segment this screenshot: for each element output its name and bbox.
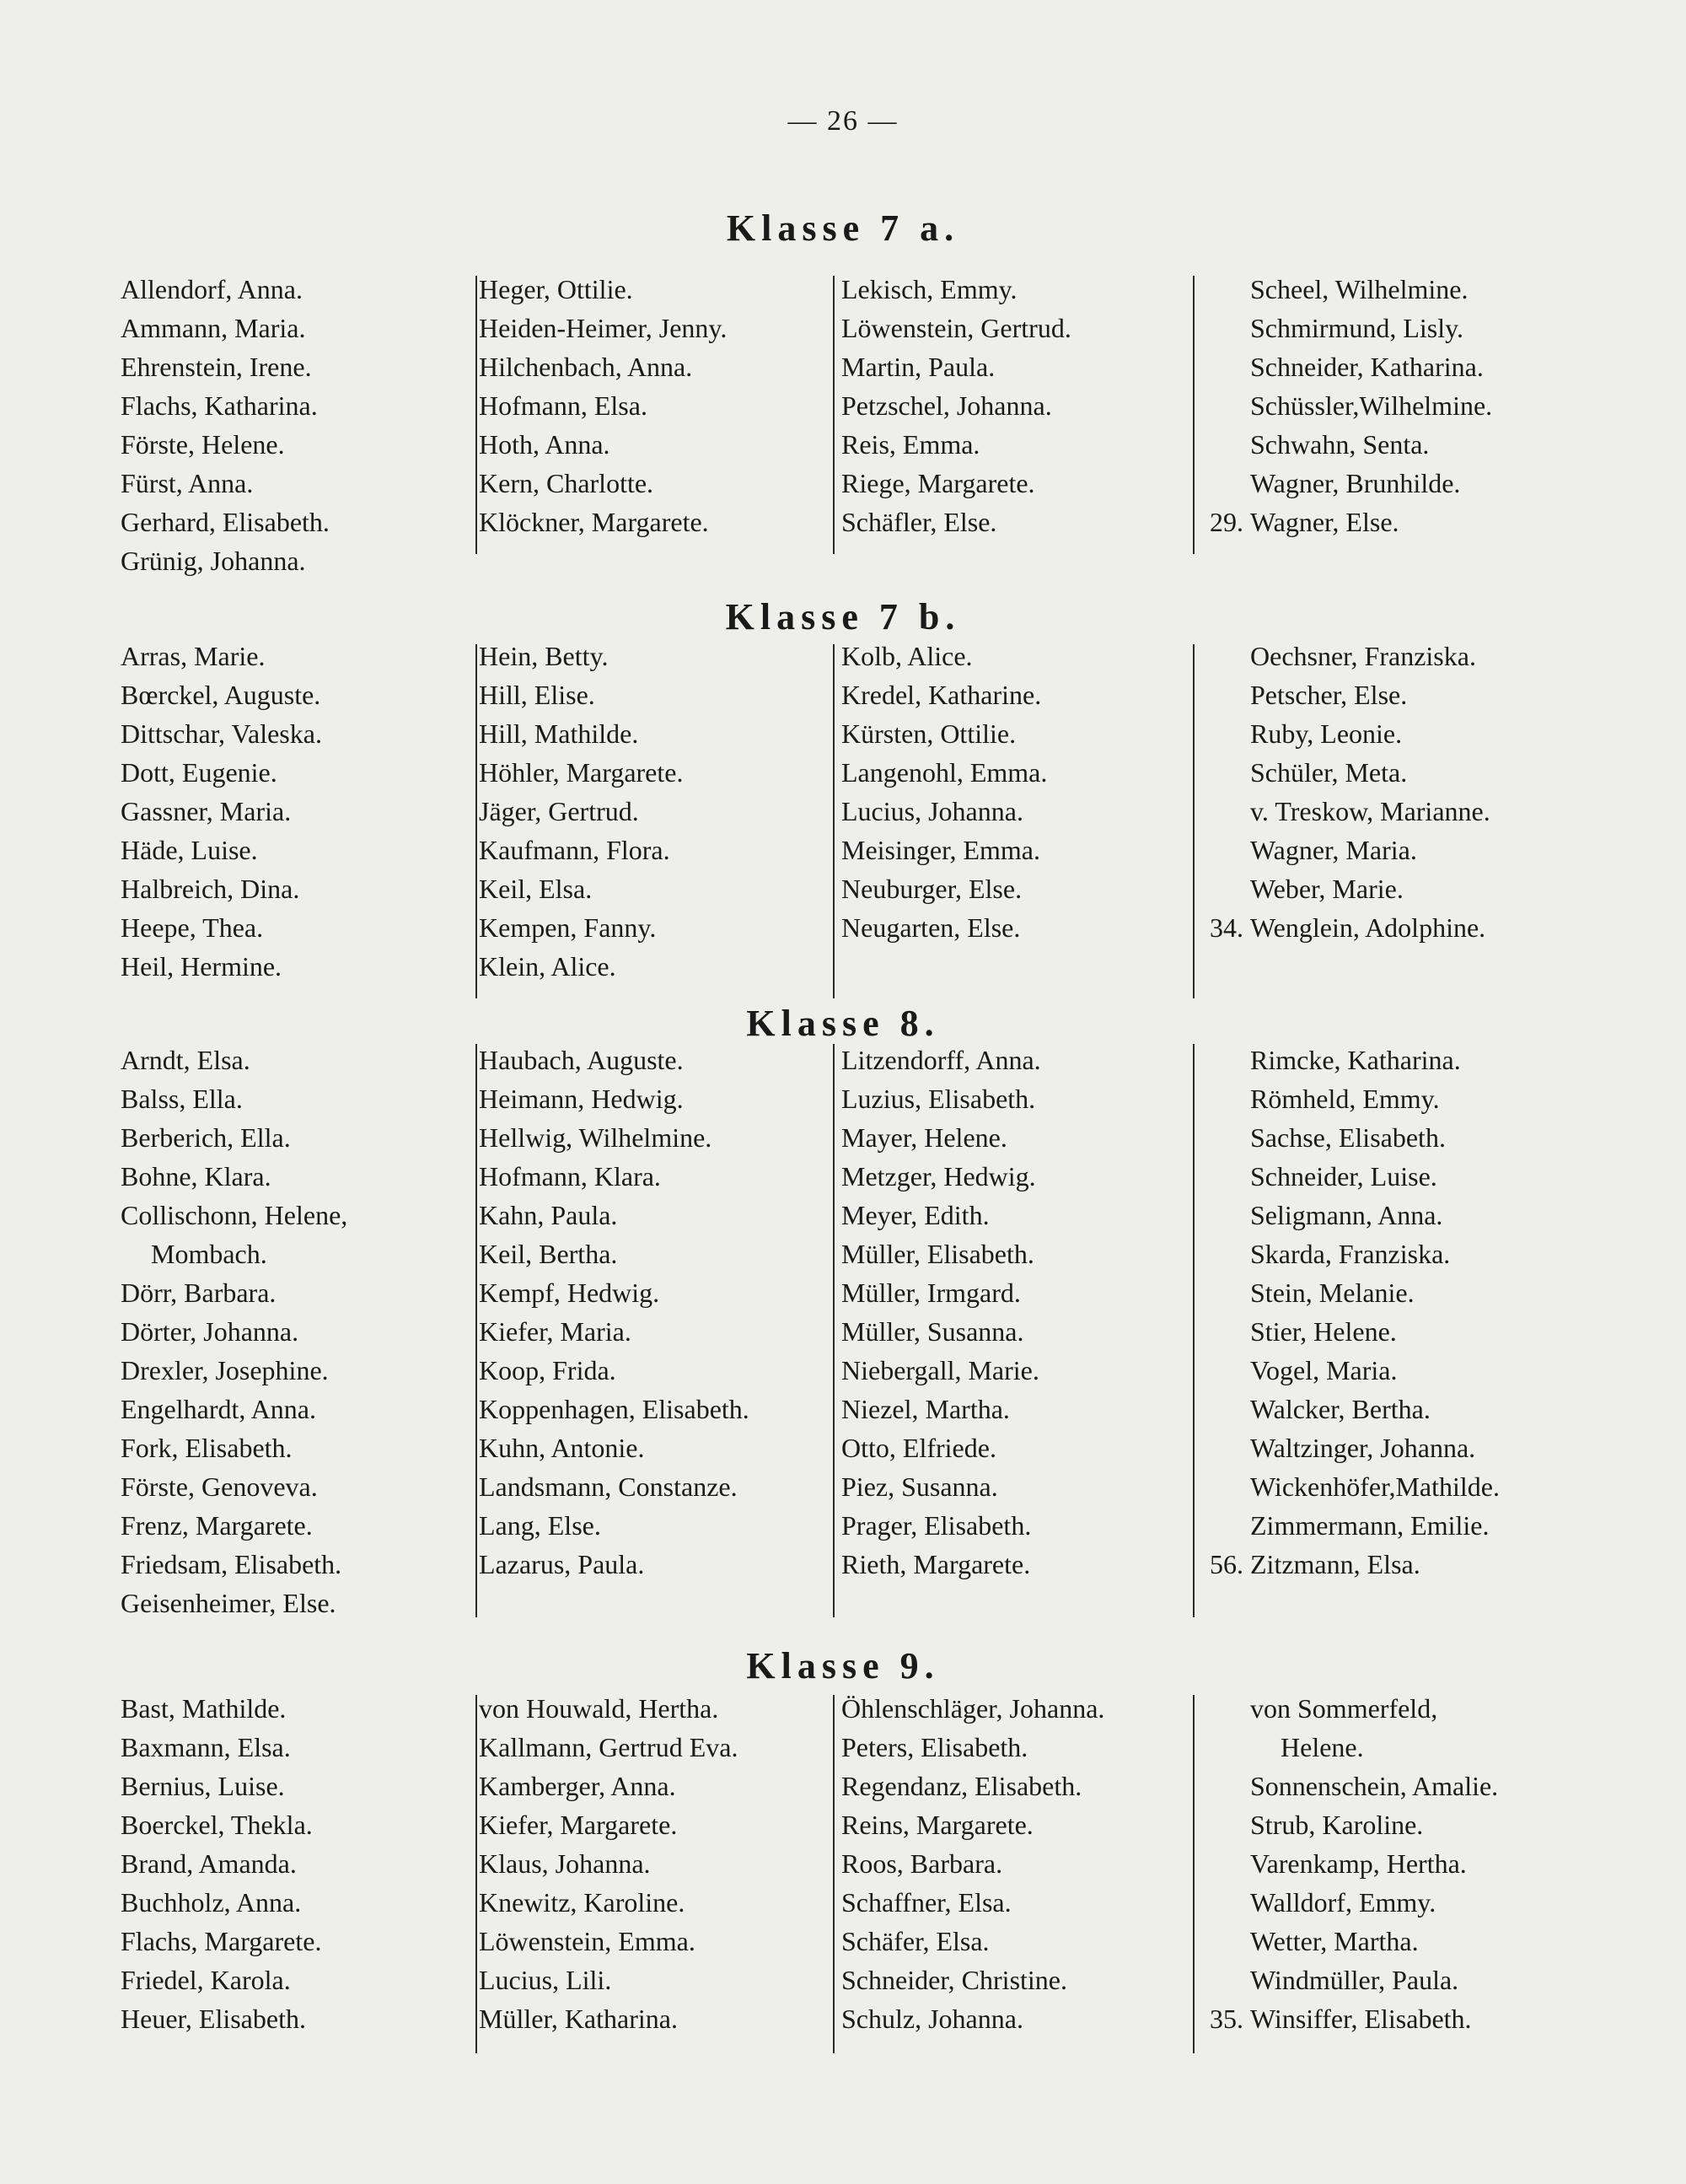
list-item: von Sommerfeld, <box>1250 1693 1438 1724</box>
name-column <box>121 637 322 986</box>
list-item: Hill, Mathilde. <box>479 718 639 749</box>
list-item: Geisenheimer, Else. <box>121 1588 336 1618</box>
list-item <box>1210 1545 1500 1584</box>
list-item: Ehrenstein, Irene. <box>121 352 312 382</box>
column-divider <box>1193 644 1195 998</box>
list-item: Schneider, Luise. <box>1250 1161 1437 1192</box>
list-item: Landsmann, Constanze. <box>479 1471 738 1502</box>
list-item: Lang, Else. <box>479 1510 601 1541</box>
column-divider <box>833 1695 835 2053</box>
name-column <box>841 1041 1041 1584</box>
list-item: Öhlenschläger, Johanna. <box>841 1693 1105 1724</box>
list-item: Arras, Marie. <box>121 641 266 671</box>
list-item: Frenz, Margarete. <box>121 1510 313 1541</box>
list-item <box>1210 503 1492 541</box>
list-item: Römheld, Emmy. <box>1250 1084 1440 1114</box>
student-name: Winsiffer, Elisabeth. <box>1250 2004 1472 2034</box>
list-item: Flachs, Margarete. <box>121 1926 322 1956</box>
student-name: Wagner, Else. <box>1250 507 1399 537</box>
list-item: Scheel, Wilhelmine. <box>1250 274 1469 304</box>
total-count: 29. <box>1210 507 1243 537</box>
column-divider <box>1193 1044 1195 1617</box>
list-item: Stier, Helene. <box>1250 1316 1397 1347</box>
list-item: Hill, Elise. <box>479 680 595 710</box>
section-title: Klasse 9. <box>746 1645 940 1686</box>
list-item: Dörr, Barbara. <box>121 1278 277 1308</box>
list-item: Grünig, Johanna. <box>121 546 306 576</box>
column-divider <box>1193 1695 1195 2053</box>
list-item: Friedel, Karola. <box>121 1965 291 1995</box>
list-item: Fork, Elisabeth. <box>121 1433 293 1463</box>
list-item: Koppenhagen, Elisabeth. <box>479 1394 749 1424</box>
list-item: Martin, Paula. <box>841 352 996 382</box>
list-item: Fürst, Anna. <box>121 468 254 498</box>
list-item: Schwahn, Senta. <box>1250 429 1430 460</box>
list-item: Schaffner, Elsa. <box>841 1887 1012 1918</box>
list-item: Klaus, Johanna. <box>479 1848 651 1879</box>
list-item: Bœrckel, Auguste. <box>121 680 321 710</box>
list-item: Höhler, Margarete. <box>479 757 684 788</box>
list-item: Kempf, Hedwig. <box>479 1278 660 1308</box>
list-item: Walcker, Bertha. <box>1250 1394 1431 1424</box>
list-item: v. Treskow, Marianne. <box>1250 796 1490 826</box>
list-item: Niebergall, Marie. <box>841 1355 1039 1385</box>
name-column <box>1210 637 1490 947</box>
page-number: — 26 — <box>787 105 899 137</box>
list-item: Kredel, Katharine. <box>841 680 1042 710</box>
list-item: Walldorf, Emmy. <box>1250 1887 1436 1918</box>
list-item: Schneider, Christine. <box>841 1965 1067 1995</box>
list-item: Langenohl, Emma. <box>841 757 1048 788</box>
list-item: Schmirmund, Lisly. <box>1250 313 1464 343</box>
column-divider <box>833 644 835 998</box>
list-item: Oechsner, Franziska. <box>1250 641 1476 671</box>
list-item: Knewitz, Karoline. <box>479 1887 685 1918</box>
list-item: Regendanz, Elisabeth. <box>841 1771 1082 1801</box>
list-item: Ruby, Leonie. <box>1250 718 1403 749</box>
name-column <box>841 270 1071 541</box>
list-item: Halbreich, Dina. <box>121 874 300 904</box>
list-item: Engelhardt, Anna. <box>121 1394 316 1424</box>
name-column <box>479 1689 738 2038</box>
list-item: Kürsten, Ottilie. <box>841 718 1017 749</box>
list-item: Heimann, Hedwig. <box>479 1084 684 1114</box>
total-count: 56. <box>1210 1549 1243 1579</box>
list-item: Friedsam, Elisabeth. <box>121 1549 342 1579</box>
student-name: Wenglein, Adolphine. <box>1250 912 1486 943</box>
student-name: Zitzmann, Elsa. <box>1250 1549 1420 1579</box>
list-item: Dittschar, Valeska. <box>121 718 322 749</box>
list-item: Sonnenschein, Amalie. <box>1250 1771 1499 1801</box>
list-item: Windmüller, Paula. <box>1250 1965 1459 1995</box>
list-item: Roos, Barbara. <box>841 1848 1003 1879</box>
list-item: Kahn, Paula. <box>479 1200 618 1230</box>
list-item: Lucius, Johanna. <box>841 796 1023 826</box>
list-item: Dott, Eugenie. <box>121 757 277 788</box>
list-item: Helene. <box>1281 1732 1364 1762</box>
name-column <box>1210 270 1493 541</box>
name-column <box>479 637 683 986</box>
list-item: Dörter, Johanna. <box>121 1316 299 1347</box>
name-column <box>479 270 727 541</box>
list-item: Lekisch, Emmy. <box>841 274 1018 304</box>
list-item: Peters, Elisabeth. <box>841 1732 1028 1762</box>
list-item: Klein, Alice. <box>479 951 616 982</box>
list-item: Müller, Elisabeth. <box>841 1239 1034 1269</box>
list-item: Bast, Mathilde. <box>121 1693 287 1724</box>
list-item: Balss, Ella. <box>121 1084 243 1114</box>
list-item: Lazarus, Paula. <box>479 1549 645 1579</box>
list-item: Sachse, Elisabeth. <box>1250 1122 1446 1153</box>
list-item: Metzger, Hedwig. <box>841 1161 1036 1192</box>
list-item: Gassner, Maria. <box>121 796 292 826</box>
list-item: Mayer, Helene. <box>841 1122 1007 1153</box>
list-item: Müller, Irmgard. <box>841 1278 1021 1308</box>
list-item: Hofmann, Klara. <box>479 1161 661 1192</box>
list-item: Schneider, Katharina. <box>1250 352 1484 382</box>
list-item: Jäger, Gertrud. <box>479 796 639 826</box>
name-column <box>121 1041 347 1622</box>
list-item: Skarda, Franziska. <box>1250 1239 1451 1269</box>
list-item: Brand, Amanda. <box>121 1848 297 1879</box>
list-item: Boerckel, Thekla. <box>121 1810 313 1840</box>
list-item: Kamberger, Anna. <box>479 1771 676 1801</box>
list-item: Wetter, Martha. <box>1250 1926 1419 1956</box>
column-divider <box>475 1695 477 2053</box>
list-item: Litzendorff, Anna. <box>841 1045 1041 1075</box>
list-item: Buchholz, Anna. <box>121 1887 302 1918</box>
list-item: Neuburger, Else. <box>841 874 1023 904</box>
list-item: Rimcke, Katharina. <box>1250 1045 1461 1075</box>
list-item: Schüler, Meta. <box>1250 757 1408 788</box>
list-item: Heuer, Elisabeth. <box>121 2004 306 2034</box>
column-divider <box>475 276 477 554</box>
list-item: Weber, Marie. <box>1250 874 1404 904</box>
list-item: Förste, Genoveva. <box>121 1471 318 1502</box>
list-item: Seligmann, Anna. <box>1250 1200 1443 1230</box>
list-item: Riege, Margarete. <box>841 468 1035 498</box>
list-item: Häde, Luise. <box>121 835 258 865</box>
list-item: Schäfer, Elsa. <box>841 1926 990 1956</box>
list-item: Vogel, Maria. <box>1250 1355 1398 1385</box>
column-divider <box>475 1044 477 1617</box>
list-item: Waltzinger, Johanna. <box>1250 1433 1476 1463</box>
list-item: Keil, Elsa. <box>479 874 593 904</box>
list-item: Heiden-Heimer, Jenny. <box>479 313 728 343</box>
list-item: Mombach. <box>151 1239 267 1269</box>
section-title: Klasse 7 a. <box>726 207 960 249</box>
column-divider <box>1193 276 1195 554</box>
list-item: Rieth, Margarete. <box>841 1549 1031 1579</box>
list-item: Varenkamp, Hertha. <box>1250 1848 1467 1879</box>
list-item <box>1210 908 1490 947</box>
list-item: Meisinger, Emma. <box>841 835 1040 865</box>
section-title: Klasse 7 b. <box>725 596 961 637</box>
list-item: Drexler, Josephine. <box>121 1355 329 1385</box>
list-item: Piez, Susanna. <box>841 1471 998 1502</box>
list-item: Wagner, Brunhilde. <box>1250 468 1461 498</box>
list-item: Kallmann, Gertrud Eva. <box>479 1732 738 1762</box>
list-item: Lucius, Lili. <box>479 1965 612 1995</box>
list-item: Meyer, Edith. <box>841 1200 990 1230</box>
list-item: Wagner, Maria. <box>1250 835 1417 865</box>
list-item: Niezel, Martha. <box>841 1394 1010 1424</box>
total-count: 34. <box>1210 912 1243 943</box>
list-item: Petscher, Else. <box>1250 680 1408 710</box>
list-item: Reins, Margarete. <box>841 1810 1034 1840</box>
list-item: Keil, Bertha. <box>479 1239 618 1269</box>
name-column <box>1210 1041 1500 1584</box>
list-item: Heepe, Thea. <box>121 912 264 943</box>
list-item: Bernius, Luise. <box>121 1771 285 1801</box>
list-item: Schüssler,Wilhelmine. <box>1250 390 1493 421</box>
list-item: Luzius, Elisabeth. <box>841 1084 1036 1114</box>
list-item: Hellwig, Wilhelmine. <box>479 1122 712 1153</box>
list-item: Arndt, Elsa. <box>121 1045 250 1075</box>
list-item: Kaufmann, Flora. <box>479 835 670 865</box>
list-item: Löwenstein, Gertrud. <box>841 313 1071 343</box>
list-item: Haubach, Auguste. <box>479 1045 684 1075</box>
list-item: Baxmann, Elsa. <box>121 1732 291 1762</box>
total-count: 35. <box>1210 2004 1243 2034</box>
list-item: Kolb, Alice. <box>841 641 973 671</box>
name-column <box>121 270 330 580</box>
list-item: Gerhard, Elisabeth. <box>121 507 330 537</box>
list-item <box>1210 1999 1498 2038</box>
list-item: Schäfler, Else. <box>841 507 997 537</box>
list-item: Hoth, Anna. <box>479 429 610 460</box>
list-item: Reis, Emma. <box>841 429 980 460</box>
section-title: Klasse 8. <box>746 1003 940 1044</box>
list-item: Förste, Helene. <box>121 429 285 460</box>
list-item: Stein, Melanie. <box>1250 1278 1415 1308</box>
list-item: Löwenstein, Emma. <box>479 1926 695 1956</box>
list-item: Kuhn, Antonie. <box>479 1433 645 1463</box>
list-item: Berberich, Ella. <box>121 1122 291 1153</box>
list-item: Koop, Frida. <box>479 1355 616 1385</box>
list-item: Neugarten, Else. <box>841 912 1021 943</box>
column-divider <box>833 276 835 554</box>
list-item: Ammann, Maria. <box>121 313 306 343</box>
list-item: Prager, Elisabeth. <box>841 1510 1032 1541</box>
list-item: Kern, Charlotte. <box>479 468 654 498</box>
list-item: Kempen, Fanny. <box>479 912 657 943</box>
list-item: Collischonn, Helene, <box>121 1200 348 1230</box>
name-column <box>1210 1689 1499 2038</box>
list-item: Zimmermann, Emilie. <box>1250 1510 1490 1541</box>
column-divider <box>833 1044 835 1617</box>
list-item: Flachs, Katharina. <box>121 390 318 421</box>
name-column <box>841 1689 1104 2038</box>
list-item: Müller, Katharina. <box>479 2004 678 2034</box>
list-item: Klöckner, Margarete. <box>479 507 709 537</box>
list-item: Strub, Karoline. <box>1250 1810 1424 1840</box>
list-item: Heger, Ottilie. <box>479 274 633 304</box>
name-column <box>841 637 1047 947</box>
list-item: Hilchenbach, Anna. <box>479 352 693 382</box>
list-item: Otto, Elfriede. <box>841 1433 996 1463</box>
list-item: Schulz, Johanna. <box>841 2004 1023 2034</box>
list-item: Wickenhöfer,Mathilde. <box>1250 1471 1500 1502</box>
list-item: Kiefer, Margarete. <box>479 1810 678 1840</box>
list-item: Hein, Betty. <box>479 641 609 671</box>
name-column <box>479 1041 749 1584</box>
list-item: Petzschel, Johanna. <box>841 390 1052 421</box>
list-item: Hofmann, Elsa. <box>479 390 647 421</box>
list-item: Müller, Susanna. <box>841 1316 1024 1347</box>
list-item: Bohne, Klara. <box>121 1161 271 1192</box>
list-item: Heil, Hermine. <box>121 951 282 982</box>
list-item: Kiefer, Maria. <box>479 1316 631 1347</box>
list-item: von Houwald, Hertha. <box>479 1693 719 1724</box>
column-divider <box>475 644 477 998</box>
name-column <box>121 1689 321 2038</box>
list-item: Allendorf, Anna. <box>121 274 303 304</box>
